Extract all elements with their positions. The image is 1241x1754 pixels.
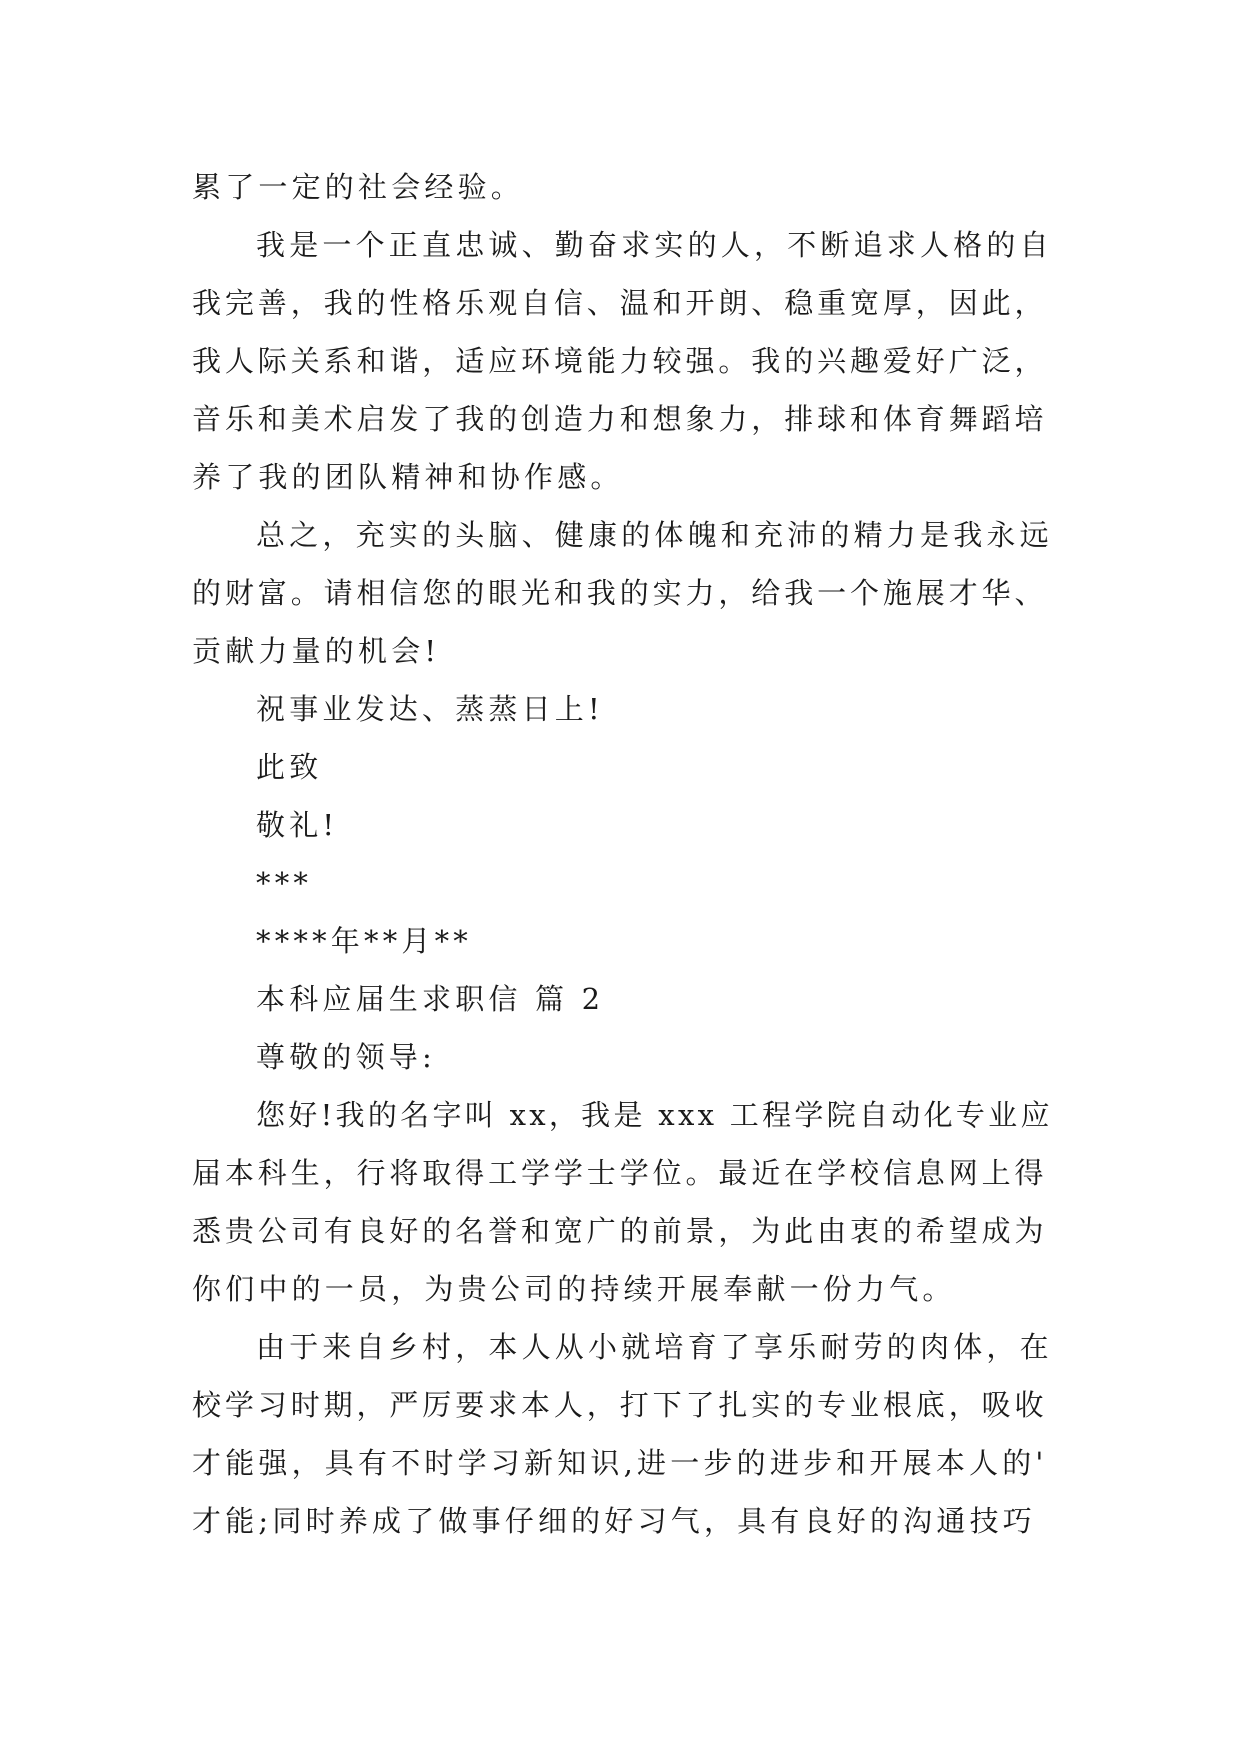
date-line: ****年**月** — [256, 924, 473, 958]
text-line: 祝事业发达、蒸蒸日上! — [256, 692, 604, 726]
text-line: 的财富。请相信您的眼光和我的实力，给我一个施展才华、 — [192, 576, 1048, 610]
text-line: 我完善，我的性格乐观自信、温和开朗、稳重宽厚，因此， — [192, 286, 1048, 320]
text-line: 总之，充实的头脑、健康的体魄和充沛的精力是我永远 — [256, 518, 1053, 552]
text-line: 我人际关系和谐，适应环境能力较强。我的兴趣爱好广泛， — [192, 344, 1048, 378]
text-line: 届本科生，行将取得工学学士学位。最近在学校信息网上得 — [192, 1156, 1048, 1190]
text-line: 由于来自乡村，本人从小就培育了享乐耐劳的肉体，在 — [256, 1330, 1053, 1364]
text-line: 才能强，具有不时学习新知识,进一步的进步和开展本人的' — [192, 1446, 1048, 1480]
signature-line: *** — [256, 866, 313, 900]
section-heading: 本科应届生求职信 篇 2 — [256, 982, 605, 1016]
text-line: 校学习时期，严厉要求本人，打下了扎实的专业根底，吸收 — [192, 1388, 1048, 1422]
text-line: 敬礼! — [256, 808, 339, 842]
text-line: 你们中的一员，为贵公司的持续开展奉献一份力气。 — [192, 1272, 956, 1306]
text-line: 您好!我的名字叫 xx，我是 xxx 工程学院自动化专业应 — [256, 1098, 1053, 1132]
text-line: 贡献力量的机会! — [192, 634, 441, 668]
text-line: 累了一定的社会经验。 — [192, 170, 525, 204]
text-line: 才能;同时养成了做事仔细的好习气，具有良好的沟通技巧 — [192, 1504, 1036, 1538]
text-line: 音乐和美术启发了我的创造力和想象力，排球和体育舞蹈培 — [192, 402, 1048, 436]
text-line: 我是一个正直忠诚、勤奋求实的人，不断追求人格的自 — [256, 228, 1053, 262]
text-line: 养了我的团队精神和协作感。 — [192, 460, 624, 494]
text-line: 悉贵公司有良好的名誉和宽广的前景，为此由衷的希望成为 — [192, 1214, 1048, 1248]
text-line: 此致 — [256, 750, 323, 784]
salutation: 尊敬的领导: — [256, 1040, 436, 1074]
letter-body — [192, 158, 1054, 1550]
